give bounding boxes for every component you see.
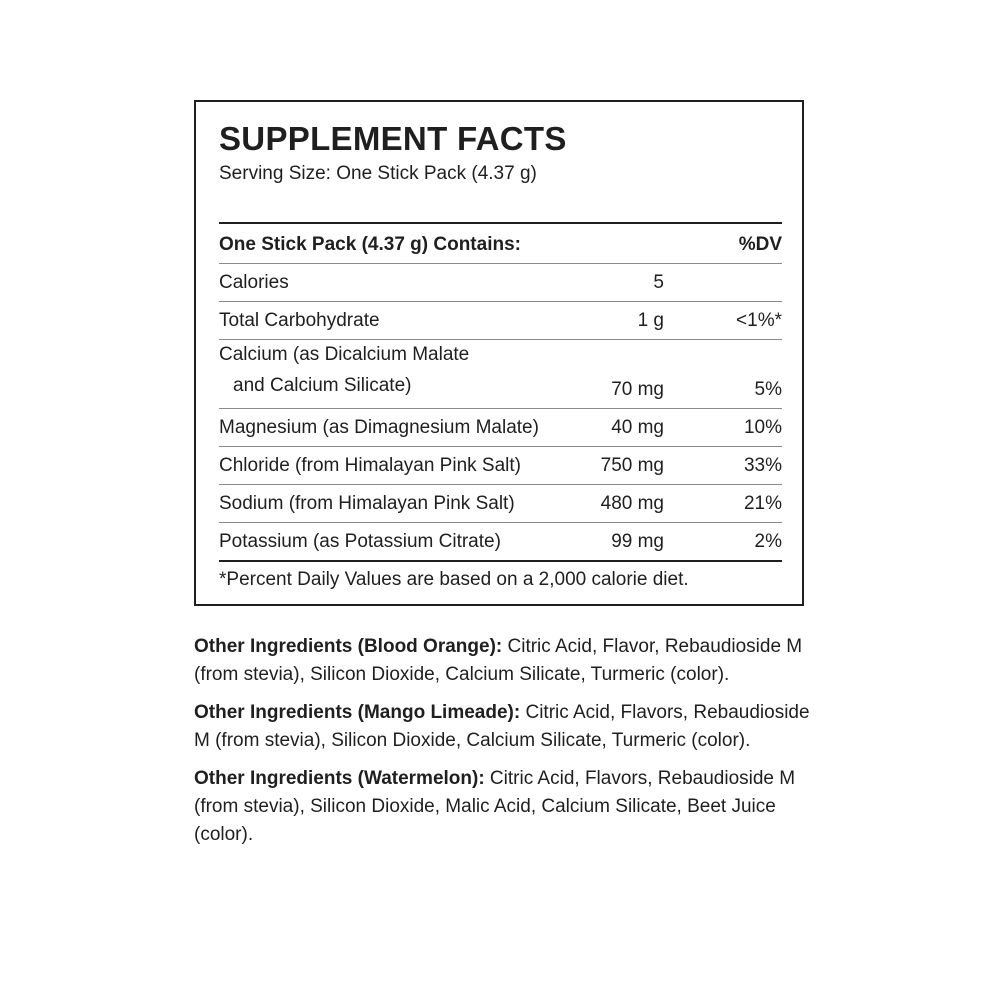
nutrient-name: Calories	[219, 272, 289, 293]
header-contains-label: One Stick Pack (4.37 g) Contains:	[219, 234, 521, 255]
facts-table	[219, 222, 782, 591]
table-row	[219, 302, 782, 340]
nutrient-dv: 21%	[743, 493, 782, 514]
nutrient-dv: 33%	[743, 455, 782, 476]
nutrient-dv: 10%	[743, 417, 782, 438]
table-row	[219, 485, 782, 523]
table-header-row	[219, 224, 782, 264]
ingredients-label: Other Ingredients (Watermelon):	[194, 768, 485, 789]
nutrient-name-line1: Calcium (as Dicalcium Malate	[219, 344, 470, 365]
nutrient-dv: 5%	[754, 379, 782, 400]
serving-size: Serving Size: One Stick Pack (4.37 g)	[219, 163, 537, 184]
header-dv-label: %DV	[738, 234, 782, 255]
facts-title: SUPPLEMENT FACTS	[219, 120, 567, 157]
table-row	[219, 523, 782, 562]
nutrient-amount: 40 mg	[611, 417, 664, 438]
ingredients-text: Citric Acid, Flavors, Rebaudioside M (from stevia), Silicon Dioxide, Malic Acid, Calcium Silicate, Beet Juice (color).	[194, 768, 796, 845]
ingredients-mango-limeade	[194, 699, 814, 755]
nutrient-amount: 99 mg	[611, 531, 664, 552]
ingredients-label: Other Ingredients (Mango Limeade):	[194, 702, 521, 723]
nutrient-name: Total Carbohydrate	[219, 310, 380, 331]
nutrient-amount: 1 g	[637, 310, 664, 331]
nutrient-dv: 2%	[754, 531, 782, 552]
nutrient-amount: 70 mg	[611, 379, 664, 400]
ingredients-text: Citric Acid, Flavors, Rebaudioside M (from stevia), Silicon Dioxide, Calcium Silicate, Turmeric (color).	[194, 702, 810, 751]
supplement-facts-panel	[194, 100, 804, 606]
nutrient-name: Chloride (from Himalayan Pink Salt)	[219, 455, 521, 476]
nutrient-amount: 480 mg	[600, 493, 664, 514]
nutrient-amount: 5	[653, 272, 664, 293]
nutrient-amount: 750 mg	[600, 455, 664, 476]
ingredients-blood-orange	[194, 633, 814, 689]
ingredients-text: Citric Acid, Flavor, Rebaudioside M (from stevia), Silicon Dioxide, Calcium Silicate, Turmeric (color).	[194, 636, 803, 685]
table-row	[219, 447, 782, 485]
table-row	[219, 264, 782, 302]
ingredients-watermelon	[194, 765, 814, 849]
table-row	[219, 340, 782, 409]
nutrient-name: Magnesium (as Dimagnesium Malate)	[219, 417, 539, 438]
ingredients-label: Other Ingredients (Blood Orange):	[194, 636, 503, 657]
daily-value-footnote: *Percent Daily Values are based on a 2,000 calorie diet.	[219, 569, 689, 590]
nutrient-name: Potassium (as Potassium Citrate)	[219, 531, 501, 552]
nutrient-name	[219, 339, 469, 401]
table-row	[219, 409, 782, 447]
other-ingredients-section	[194, 633, 814, 859]
nutrient-dv: <1%*	[736, 310, 782, 331]
nutrient-name-line2: and Calcium Silicate)	[233, 375, 412, 396]
nutrient-name: Sodium (from Himalayan Pink Salt)	[219, 493, 515, 514]
